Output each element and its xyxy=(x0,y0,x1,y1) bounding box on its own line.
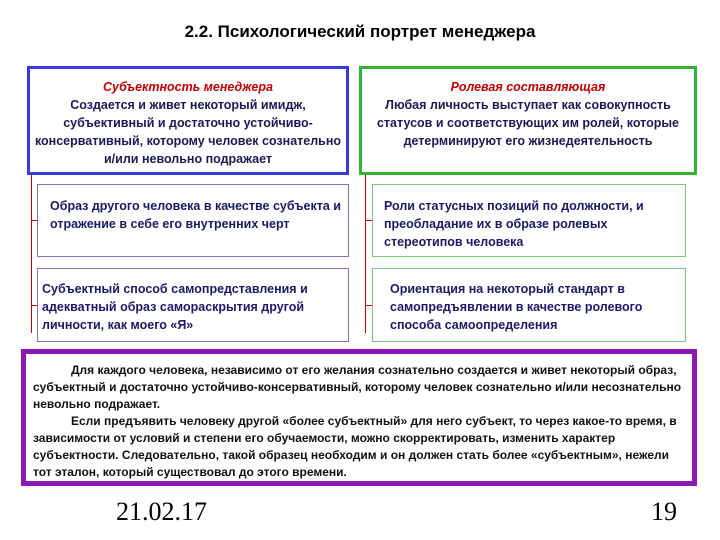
left-header-heading: Субъектность менеджера xyxy=(103,80,273,94)
right-header-text: Любая личность выступает как совокупность статусов и соответствующих им ролей, которые детерминируют его жизнедеятельность xyxy=(376,98,680,148)
left-item-2: Субъектный способ самопредставления и адекватный образ самораскрытия другой личности, как моего «Я» xyxy=(37,268,349,342)
right-header-heading: Ролевая составляющая xyxy=(450,80,606,94)
page-title: 2.2. Психологический портрет менеджера xyxy=(184,22,536,41)
left-header-text: Создается и живет некоторый имидж, субъективный и достаточно устойчиво-консервативный, которому человек сознательно и/или невольно подражает xyxy=(34,98,342,166)
summary-paragraph-1: Для каждого человека, независимо от его желания сознательно создается и живет некоторый образ, субъектный и достаточно устойчиво-консервативный, которому человек сознательно и/или несознательно невольно подражает. xyxy=(33,363,682,411)
right-connector-line xyxy=(365,175,366,333)
summary-paragraph-2: Если предъявить человеку другой «более субъектный» для него субъект, то через какое-то время, в зависимости от условий и степени его обучаемости, можно скорректировать, изменить характер субъектности. Следовательно, такой образец необходим и он должен стать более «субъектным», нежели тот эталон, который существовал до этого времени. xyxy=(33,414,677,479)
right-header-box xyxy=(359,66,697,175)
right-item-2: Ориентация на некоторый стандарт в самопредъявлении в качестве ролевого способа самоопределения xyxy=(372,268,686,342)
footer-page-number: 19 xyxy=(651,497,677,526)
right-connector-tick-2 xyxy=(365,305,372,306)
left-item-1: Образ другого человека в качестве субъекта и отражение в себе его внутренних черт xyxy=(37,184,349,257)
right-item-1: Роли статусных позиций по должности, и преобладание их в образе ролевых стереотипов человека xyxy=(372,184,686,257)
left-connector-line xyxy=(31,175,32,333)
right-connector-tick-1 xyxy=(365,220,372,221)
summary-box xyxy=(21,349,697,486)
left-header-box xyxy=(27,66,349,175)
footer-date: 21.02.17 xyxy=(116,497,207,526)
